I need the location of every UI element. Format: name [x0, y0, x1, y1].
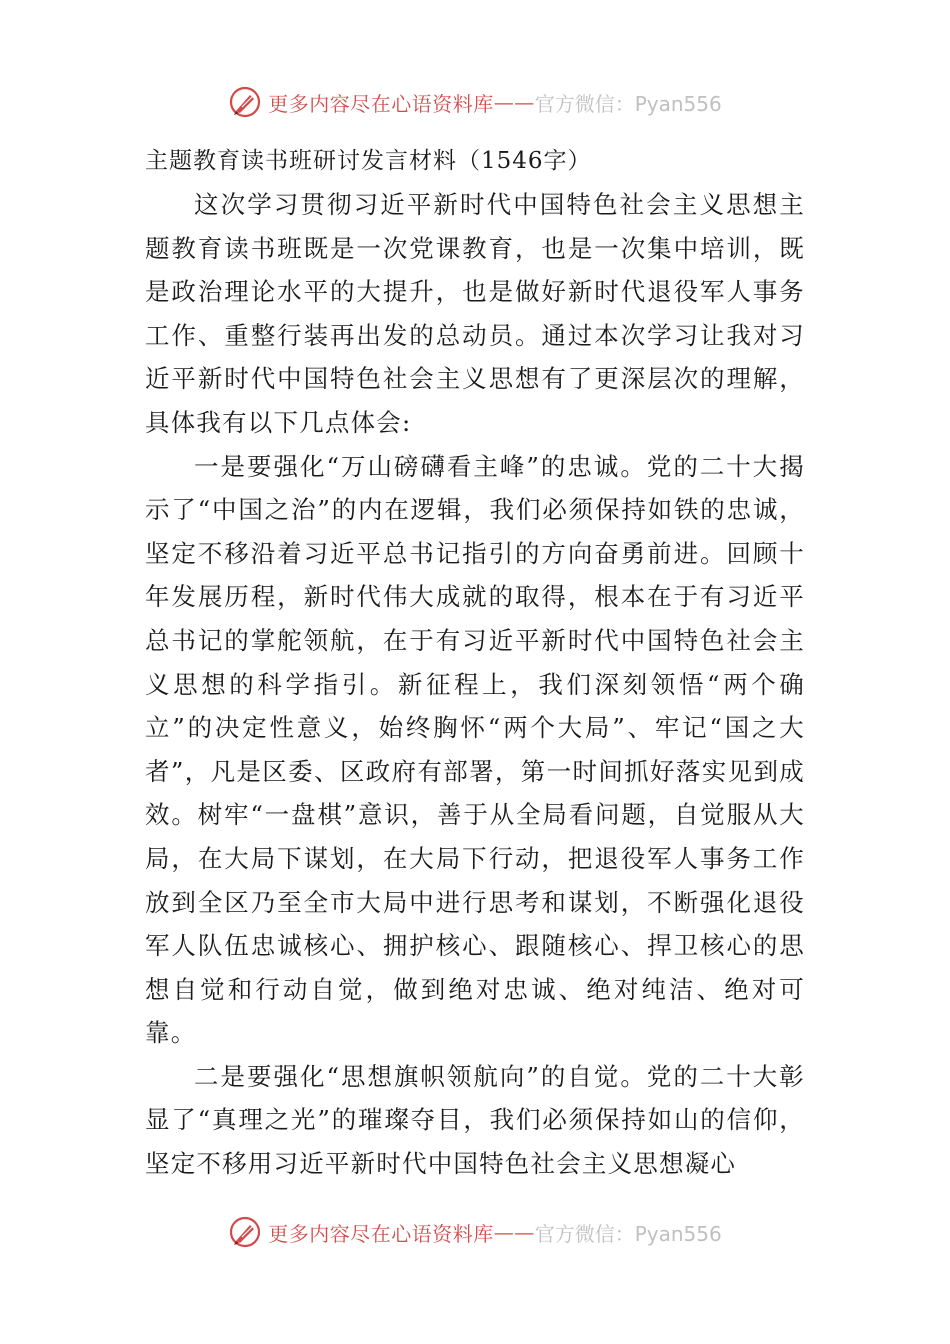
- watermark-dash: ——: [493, 1220, 535, 1244]
- footer-watermark: [0, 1212, 950, 1252]
- document-body: [145, 140, 805, 1186]
- pen-logo-icon: [228, 1215, 262, 1249]
- watermark-dash: ——: [493, 90, 535, 114]
- watermark-contact-text: 官方微信：Pyan556: [534, 1221, 722, 1246]
- pen-logo-icon: [228, 85, 262, 119]
- paragraph-point-one: 一是要强化“万山磅礴看主峰”的忠诚。党的二十大揭示了“中国之治”的内在逻辑，我们必须保持如铁的忠诚，坚定不移沿着习近平总书记指引的方向奋勇前进。回顾十年发展历程，新时代伟大成就的取得，根本在于有习近平总书记的掌舵领航，在于有习近平新时代中国特色社会主义思想的科学指引。新征程上，我们深刻领悟“两个确立”的决定性意义，始终胸怀“两个大局”、牢记“国之大者”，凡是区委、区政府有部署，第一时间抓好落实见到成效。树牢“一盘棋”意识，善于从全局看问题，自觉服从大局，在大局下谋划，在大局下行动，把退役军人事务工作放到全区乃至全市大局中进行思考和谋划，不断强化退役军人队伍忠诚核心、拥护核心、跟随核心、捍卫核心的思想自觉和行动自觉，做到绝对忠诚、绝对纯洁、绝对可靠。: [145, 451, 805, 1048]
- paragraph-intro: 这次学习贯彻习近平新时代中国特色社会主义思想主题教育读书班既是一次党课教育，也是一次集中培训，既是政治理论水平的大提升，也是做好新时代退役军人事务工作、重整行装再出发的总动员。通过本次学习让我对习近平新时代中国特色社会主义思想有了更深层次的理解，具体我有以下几点体会:: [145, 190, 805, 437]
- watermark-contact-text: 官方微信：Pyan556: [534, 91, 722, 116]
- watermark-site-text: 更多内容尽在心语资料库: [268, 91, 494, 116]
- header-watermark: [0, 82, 950, 122]
- document-title: 主题教育读书班研讨发言材料（1546字）: [145, 148, 592, 174]
- watermark-site-text: 更多内容尽在心语资料库: [268, 1221, 494, 1246]
- paragraph-point-two: 二是要强化“思想旗帜领航向”的自觉。党的二十大彰显了“真理之光”的璀璨夺目，我们必须保持如山的信仰，坚定不移用习近平新时代中国特色社会主义思想凝心: [145, 1061, 805, 1179]
